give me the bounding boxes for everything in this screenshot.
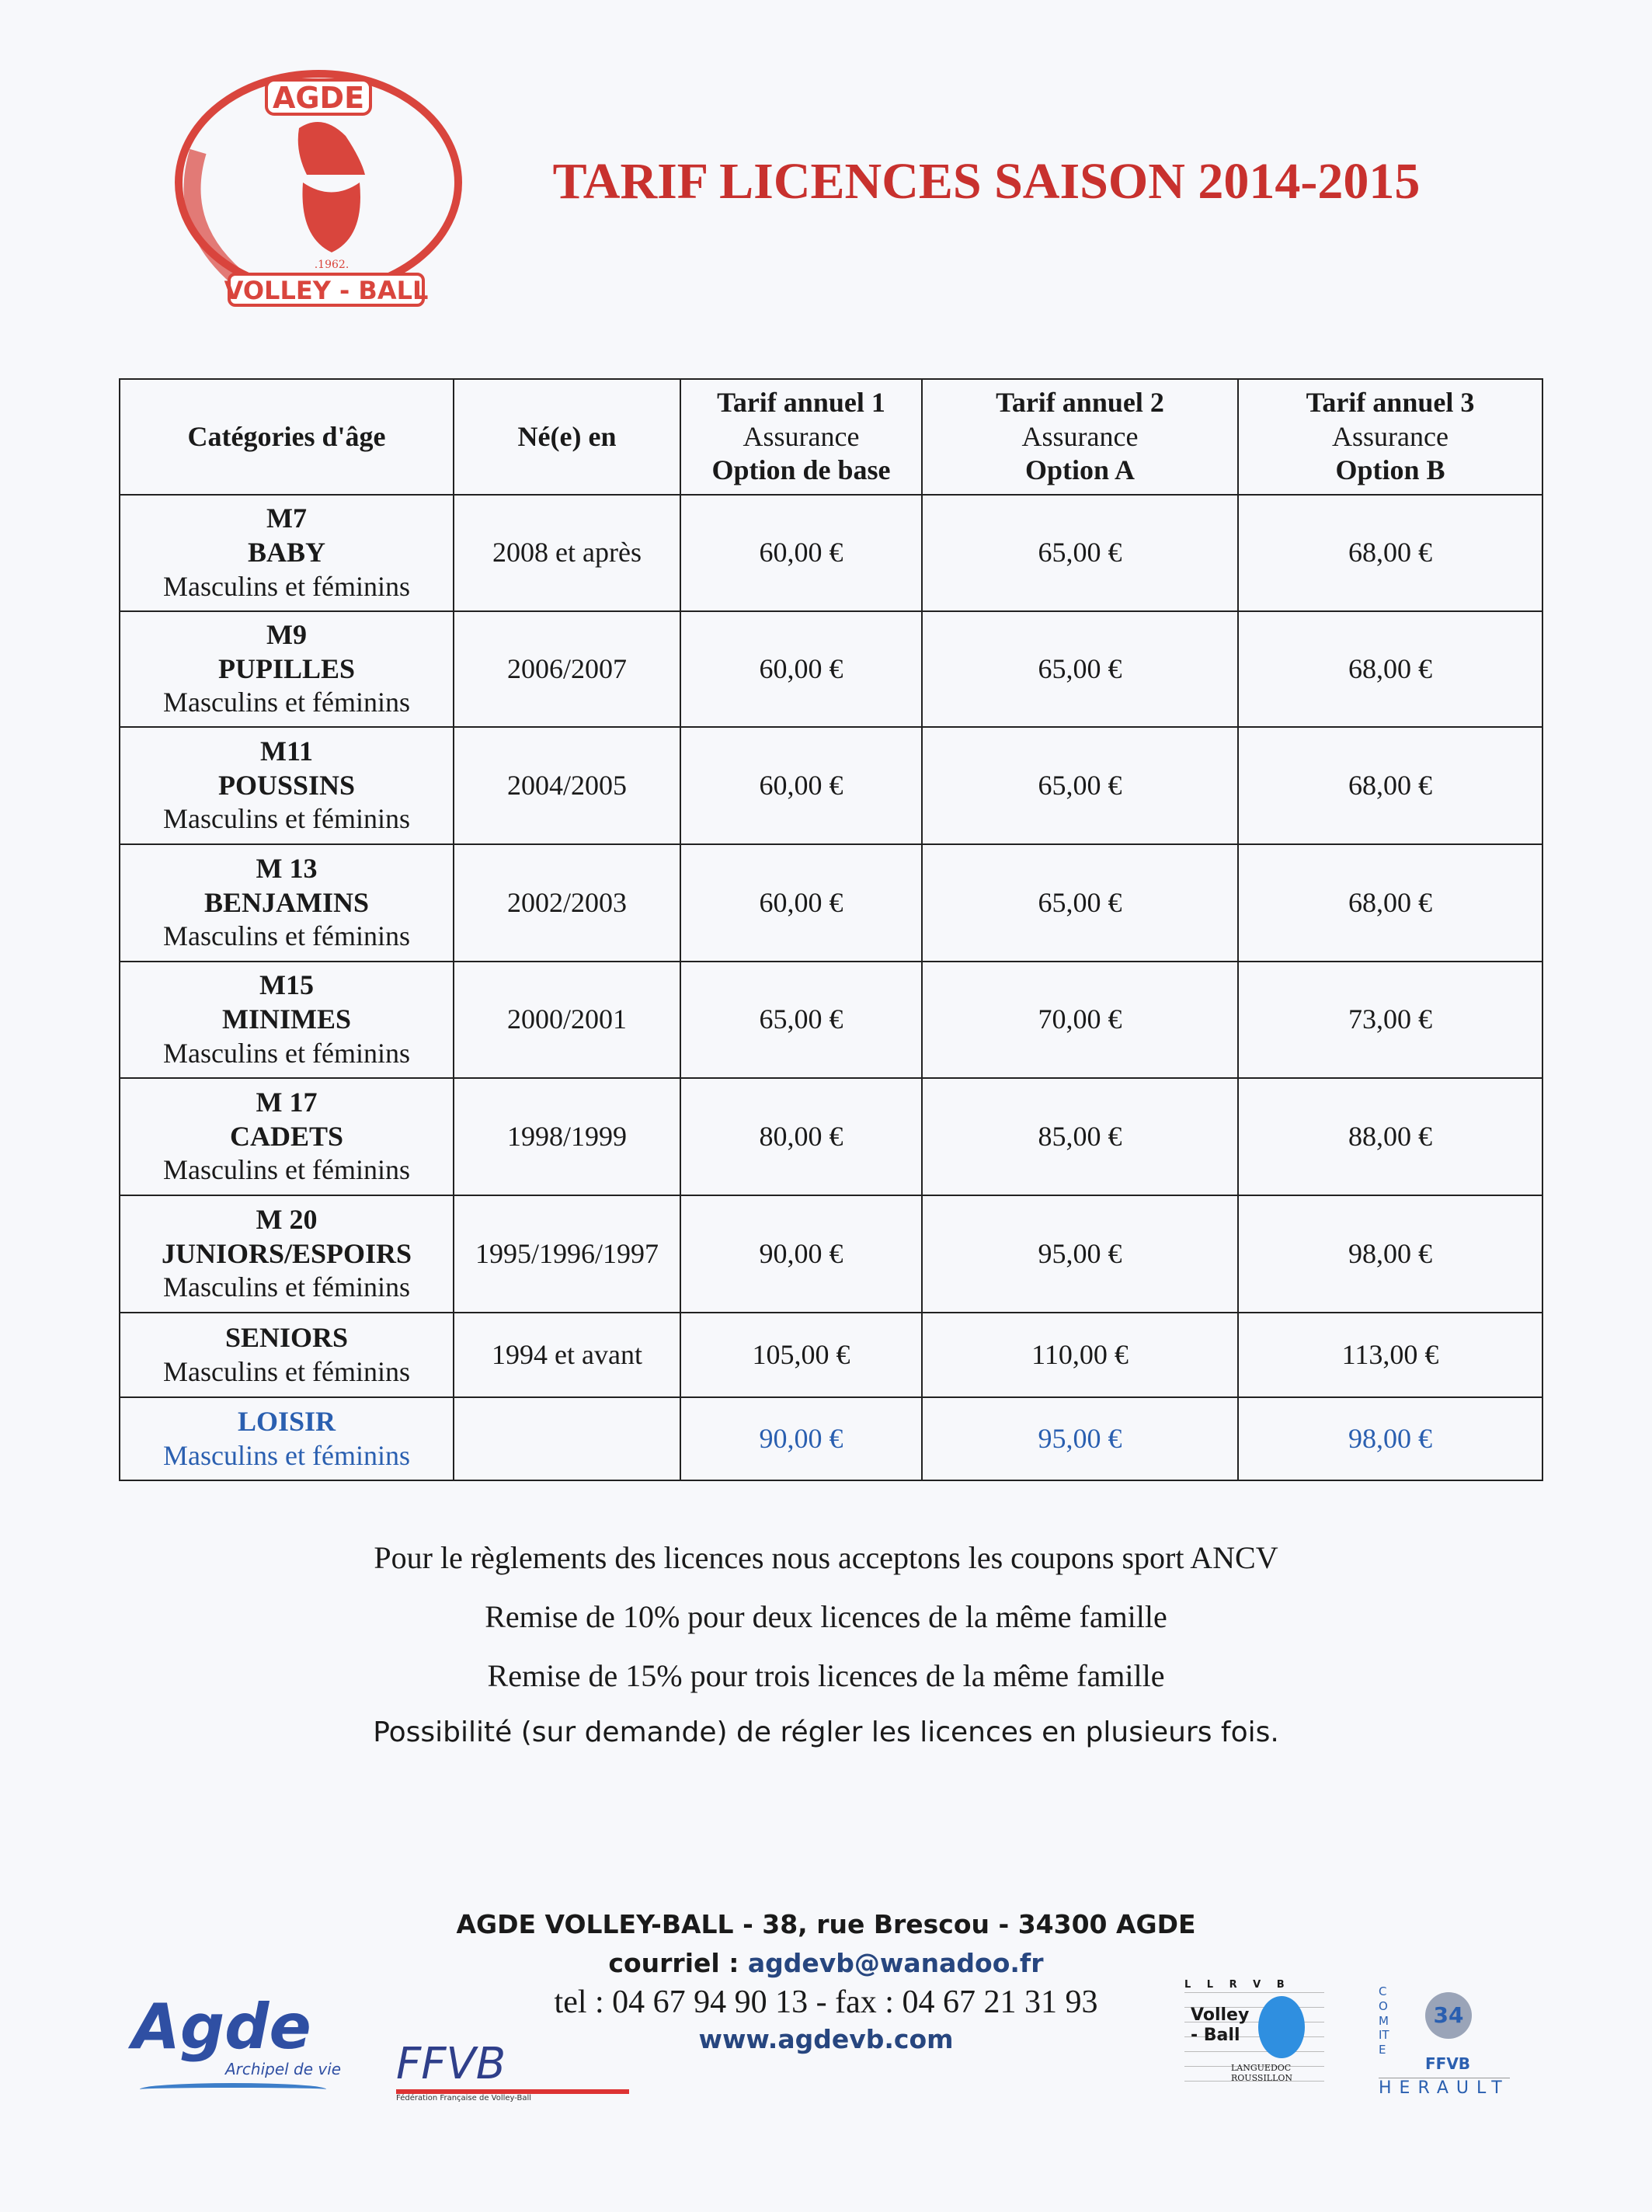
footer-phone: tel : 04 67 94 90 13 - fax : 04 67 21 31 93 [554,1984,1098,2020]
note-discount-10: Remise de 10% pour deux licences de la même famille [485,1599,1167,1634]
agde-volley-ball-logo [151,58,478,307]
category-cell: M15 MINIMES Masculins et féminins [120,962,454,1078]
born-cell: 1998/1999 [454,1078,680,1195]
category-cell: M7 BABY Masculins et féminins [120,495,454,611]
note-ancv: Pour le règlements des licences nous acceptons les coupons sport ANCV [374,1540,1278,1575]
header-born: Né(e) en [454,379,680,495]
footer-address: AGDE VOLLEY-BALL - 38, rue Brescou - 34300 AGDE [456,1909,1196,1939]
tarif-2-cell: 65,00 € [922,611,1238,727]
svg-text:VOLLEY - BALL: VOLLEY - BALL [224,276,429,305]
tarif-2-cell: 95,00 € [922,1195,1238,1313]
tarif-1-cell: 90,00 € [680,1195,922,1313]
tarif-3-cell: 98,00 € [1238,1397,1542,1480]
born-cell: 2008 et après [454,495,680,611]
category-cell: M 17 CADETS Masculins et féminins [120,1078,454,1195]
note-installments: Possibilité (sur demande) de régler les licences en plusieurs fois. [373,1716,1279,1748]
tarif-3-cell: 68,00 € [1238,844,1542,962]
tarif-3-cell: 73,00 € [1238,962,1542,1078]
table-row [120,1195,1542,1313]
table-row [120,844,1542,962]
header-category: Catégories d'âge [120,379,454,495]
tarif-2-cell: 65,00 € [922,844,1238,962]
tarif-3-cell: 98,00 € [1238,1195,1542,1313]
tarif-1-cell: 105,00 € [680,1313,922,1397]
born-cell [454,1397,680,1480]
page-title: TARIF LICENCES SAISON 2014-2015 [552,153,1421,210]
email-link[interactable]: agdevb@wanadoo.fr [747,1948,1044,1978]
table-header-row [120,379,1542,495]
tarif-1-cell: 60,00 € [680,844,922,962]
category-cell: M 13 BENJAMINS Masculins et féminins [120,844,454,962]
header-tarif-1: Tarif annuel 1 Assurance Option de base [680,379,922,495]
born-cell: 2000/2001 [454,962,680,1078]
born-cell: 1995/1996/1997 [454,1195,680,1313]
tarif-1-cell: 60,00 € [680,727,922,844]
tarif-3-cell: 68,00 € [1238,611,1542,727]
tarif-1-cell: 80,00 € [680,1078,922,1195]
born-cell: 2004/2005 [454,727,680,844]
tarif-3-cell: 68,00 € [1238,495,1542,611]
tarif-1-cell: 60,00 € [680,611,922,727]
born-cell: 1994 et avant [454,1313,680,1397]
tarif-2-cell: 85,00 € [922,1078,1238,1195]
tarif-2-cell: 70,00 € [922,962,1238,1078]
agde-archipel-logo: Agde Archipel de vie [132,1996,342,2105]
tarif-3-cell: 113,00 € [1238,1313,1542,1397]
table-row [120,962,1542,1078]
table-row [120,1313,1542,1397]
tarif-2-cell: 95,00 € [922,1397,1238,1480]
website-link[interactable]: www.agdevb.com [698,2024,954,2054]
tarif-1-cell: 90,00 € [680,1397,922,1480]
tariff-table [119,378,1543,1481]
table-row [120,1397,1542,1480]
table-row [120,495,1542,611]
category-cell: SENIORS Masculins et féminins [120,1313,454,1397]
table-row [120,1078,1542,1195]
tarif-2-cell: 65,00 € [922,727,1238,844]
tarif-3-cell: 68,00 € [1238,727,1542,844]
category-cell: M 20 JUNIORS/ESPOIRS Masculins et féminins [120,1195,454,1313]
comite-herault-logo: COMITE 34 FFVB HERAULT [1379,1984,1510,2098]
tarif-2-cell: 110,00 € [922,1313,1238,1397]
born-cell: 2002/2003 [454,844,680,962]
table-row [120,727,1542,844]
category-cell: LOISIR Masculins et féminins [120,1397,454,1480]
tarif-1-cell: 65,00 € [680,962,922,1078]
tarif-3-cell: 88,00 € [1238,1078,1542,1195]
footer-email-line [0,1948,1652,1978]
lrvb-logo: L L R V B Volley - Ball LANGUEDOC ROUSSILLON [1184,1979,1324,2095]
tarif-2-cell: 65,00 € [922,495,1238,611]
table-row [120,611,1542,727]
born-cell: 2006/2007 [454,611,680,727]
email-label: courriel : [608,1948,748,1978]
category-cell: M11 POUSSINS Masculins et féminins [120,727,454,844]
header-tarif-3: Tarif annuel 3 Assurance Option B [1238,379,1542,495]
tarif-1-cell: 60,00 € [680,495,922,611]
svg-text:AGDE: AGDE [272,81,365,115]
svg-text:.1962.: .1962. [314,259,350,271]
category-cell: M9 PUPILLES Masculins et féminins [120,611,454,727]
note-discount-15: Remise de 15% pour trois licences de la même famille [487,1658,1165,1693]
ffvb-logo: FFVB Fédération Française de Volley-Ball [396,2043,645,2113]
header-tarif-2: Tarif annuel 2 Assurance Option A [922,379,1238,495]
